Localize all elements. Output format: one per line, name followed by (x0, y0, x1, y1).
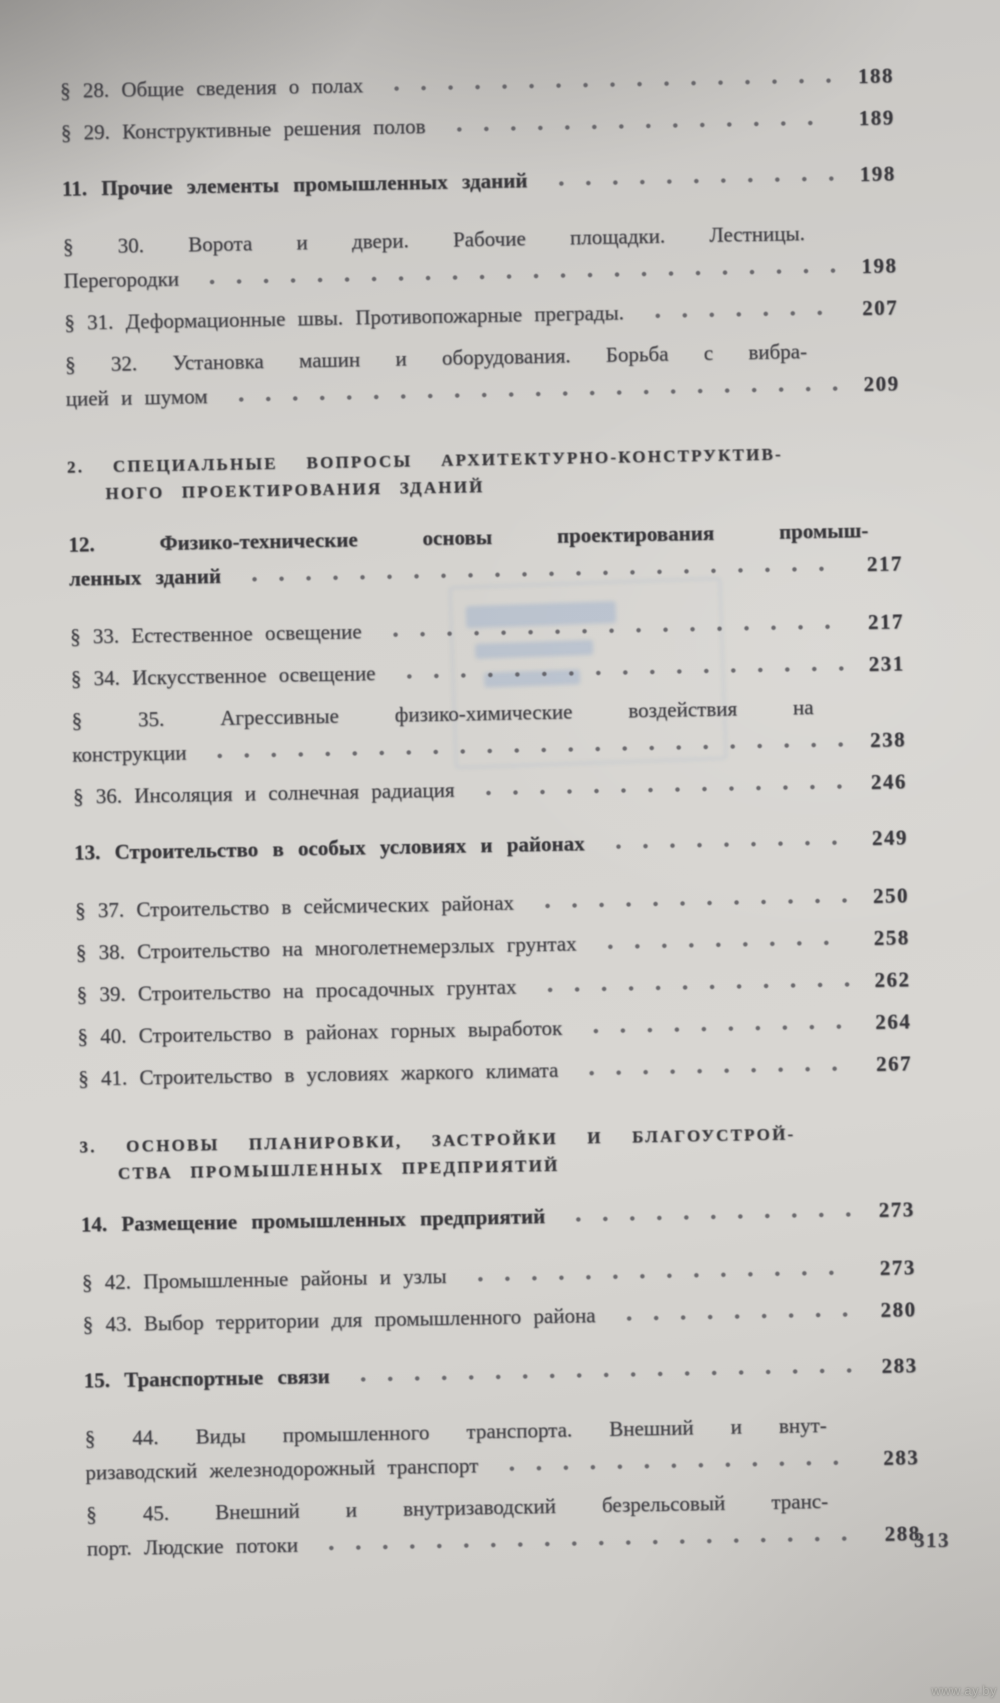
entry-title: § 29. Конструктивные решения полов (60, 114, 426, 145)
entry-title: § 40. Строительство в районах горных выработок (77, 1015, 563, 1049)
dot-leader (578, 1022, 851, 1035)
page-number: 217 (867, 609, 905, 635)
dot-leader (195, 267, 838, 287)
toc-entry (76, 920, 910, 969)
toc-entry (82, 1250, 916, 1299)
entry-title: § 28. Общие сведения о полах (59, 73, 364, 103)
dot-leader (237, 564, 843, 583)
toc-entry-line (81, 1192, 915, 1241)
page-number: 246 (870, 769, 908, 795)
toc-entry (78, 1046, 912, 1095)
entry-title: § 34. Искусственное освещение (70, 661, 376, 691)
toc-entry (75, 878, 909, 927)
table-of-contents (60, 58, 921, 1565)
toc-chapter-heading (62, 156, 896, 205)
entry-title: § 37. Строительство в сейсмических районах (74, 890, 515, 923)
entry-title: § 42. Промышленные районы и узлы (81, 1263, 447, 1295)
entry-title: § 39. Строительство на просадочных грунтах (76, 974, 517, 1007)
entry-title: конструкции (72, 740, 187, 767)
toc-entry-line: НОГО ПРОЕКТИРОВАНИЯ ЗДАНИЙ (105, 477, 485, 503)
page-number: 250 (872, 883, 910, 908)
page-number: 188 (857, 63, 895, 89)
entry-title: § 33. Естественное освещение (69, 619, 362, 649)
entry-title: 14. Размещение промышленных предприятий (80, 1204, 546, 1237)
dot-leader (314, 1534, 861, 1552)
toc-entry-line: § 45. Внешний и внутризаводский безрельсовый транс- (85, 1488, 829, 1527)
dot-leader (203, 740, 847, 760)
page-number: 273 (878, 1197, 915, 1222)
toc-entry-line (77, 1004, 911, 1053)
toc-entry (70, 604, 904, 653)
dot-leader (391, 664, 844, 680)
toc-entry (84, 1406, 919, 1489)
toc-entry (71, 688, 906, 771)
toc-entry-line: 12. Физико-технические основы проектирования промыш- (68, 518, 869, 557)
dot-leader (640, 309, 839, 321)
toc-entry (60, 58, 894, 107)
page-number: 198 (859, 161, 896, 187)
dot-leader (379, 77, 834, 93)
toc-entry (77, 1004, 911, 1053)
toc-entry-line: § 35. Агрессивные физико-химические воздействия на (71, 695, 814, 733)
toc-entry-line (75, 878, 909, 927)
dot-leader (530, 896, 849, 910)
toc-entry (65, 332, 900, 415)
toc-entry-line (82, 1292, 916, 1341)
toc-chapter-heading (81, 1192, 915, 1241)
toc-entry (86, 1482, 921, 1565)
page-number: 198 (861, 253, 898, 279)
page-number: 283 (881, 1353, 918, 1378)
toc-entry-line: § 44. Виды промышленного транспорта. Внешний и внут- (84, 1412, 827, 1451)
dot-leader (470, 782, 847, 797)
page-number: 249 (871, 825, 909, 850)
entry-title: ленных зданий (68, 563, 222, 591)
toc-entry-line (62, 156, 896, 205)
dot-leader (532, 980, 850, 994)
page-number: 262 (874, 967, 911, 992)
dot-leader (543, 175, 836, 188)
dot-leader (346, 1366, 858, 1383)
toc-entry-line (71, 646, 905, 695)
page-number: 217 (866, 551, 904, 577)
toc-entry-line: § 30. Ворота и двери. Рабочие площадки. Лестницы. (62, 221, 806, 259)
toc-entry-line (60, 58, 894, 107)
page-number: 288 (884, 1521, 921, 1546)
toc-entry-line: 2. СПЕЦИАЛЬНЫЕ ВОПРОСЫ АРХИТЕКТУРНО-КОНСТРУКТИВ- (66, 444, 784, 477)
toc-entry-line: 3. ОСНОВЫ ПЛАНИРОВКИ, ЗАСТРОЙКИ И БЛАГОУСТРОЙ- (79, 1124, 796, 1157)
entry-title: § 31. Деформационные швы. Противопожарные преграды. (64, 300, 625, 335)
toc-entry-line (83, 1348, 917, 1397)
dot-leader (462, 1268, 856, 1283)
toc-entry (64, 290, 898, 339)
entry-title: 15. Транспортные связи (83, 1364, 330, 1393)
entry-title: цией и шумом (65, 384, 208, 411)
toc-chapter-heading (83, 1348, 917, 1397)
toc-part-heading (67, 438, 902, 507)
toc-entry-line (70, 604, 904, 653)
toc-entry (61, 100, 895, 149)
dot-leader (611, 1310, 856, 1322)
toc-entry (82, 1292, 916, 1341)
toc-entry-line (74, 820, 908, 869)
dot-leader (441, 119, 834, 134)
entry-title: § 41. Строительство в условиях жаркого климата (77, 1057, 559, 1091)
toc-entry (71, 646, 905, 695)
entry-title: 11. Прочие элементы промышленных зданий (61, 168, 528, 201)
entry-title: ризаводский железнодорожный транспорт (85, 1453, 479, 1485)
toc-entry-line (82, 1250, 916, 1299)
entry-title: 13. Строительство в особых условиях и районах (73, 831, 585, 865)
entry-title: § 36. Инсоляция и солнечная радиация (72, 777, 455, 809)
toc-chapter-heading (74, 820, 908, 869)
toc-entry-line (78, 1046, 912, 1095)
toc-entry (73, 764, 907, 813)
dot-leader (494, 1458, 859, 1473)
page-number: 238 (869, 727, 907, 753)
toc-entry-line (64, 290, 898, 339)
toc-entry (76, 962, 910, 1011)
page-number: 258 (873, 925, 910, 950)
page-number: 264 (875, 1009, 912, 1034)
entry-title: Перегородки (63, 266, 180, 293)
toc-chapter-heading (68, 512, 903, 595)
toc-entry (63, 214, 898, 297)
entry-title: § 38. Строительство на многолетнемерзлых грунтах (75, 931, 577, 965)
page-number: 280 (880, 1297, 917, 1322)
page-folio-number: 313 (914, 1528, 950, 1552)
watermark-text: www.ay.by (931, 1683, 997, 1698)
page-number: 189 (858, 105, 895, 131)
dot-leader (593, 938, 850, 951)
page-number: 273 (879, 1255, 917, 1280)
toc-entry-line: СТВА ПРОМЫШЛЕННЫХ ПРЕДПРИЯТИЙ (117, 1155, 560, 1183)
page-number: 283 (883, 1445, 920, 1470)
dot-leader (378, 622, 844, 639)
toc-entry-line (61, 100, 895, 149)
dot-leader (574, 1064, 852, 1077)
toc-entry-line (73, 764, 907, 813)
toc-part-heading (79, 1118, 914, 1187)
toc-entry-line: § 32. Установка машин и оборудования. Борьба с вибра- (64, 339, 808, 377)
dot-leader (224, 385, 840, 404)
entry-title: § 43. Выбор территории для промышленного района (82, 1303, 596, 1337)
page-number: 207 (861, 295, 899, 321)
dot-leader (601, 838, 848, 851)
page-number: 267 (875, 1051, 913, 1076)
toc-entry-line (76, 920, 910, 969)
toc-entry-line (76, 962, 910, 1011)
page-number: 209 (863, 371, 900, 397)
dot-leader (561, 1210, 855, 1223)
entry-title: порт. Людские потоки (86, 1532, 299, 1561)
page-number: 231 (868, 651, 905, 677)
